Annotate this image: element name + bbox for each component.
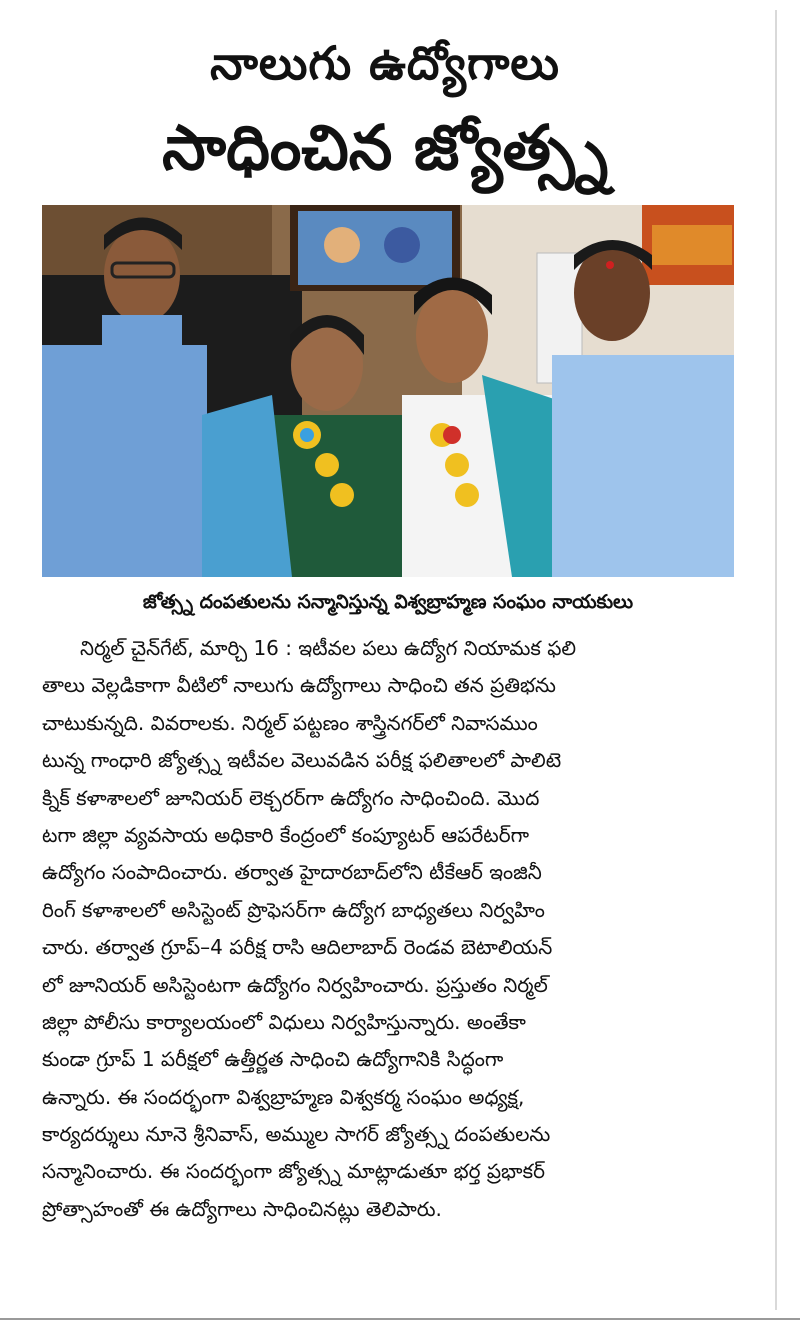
article-line: కుండా గ్రూప్ 1 పరీక్షలో ఉత్తీర్ణత సాధించి ఉద్యోగానికి సిద్ధంగా bbox=[42, 1047, 504, 1072]
column-divider bbox=[775, 10, 777, 1310]
article-line: ప్రోత్సాహంతో ఈ ఉద్యోగాలు సాధించినట్లు తెలిపారు. bbox=[42, 1196, 442, 1221]
article-body bbox=[42, 630, 734, 1228]
article-line: సన్మానించారు. ఈ సందర్భంగా జ్యోత్స్న మాట్లాడుతూ భర్త ప్రభాకర్ bbox=[42, 1159, 545, 1184]
bottom-divider bbox=[0, 1318, 800, 1320]
article-line: చారు. తర్వాత గ్రూప్–4 పరీక్ష రాసి ఆదిలాబాద్ రెండవ బెటాలియన్ bbox=[42, 935, 553, 960]
article-line: కార్యదర్శులు నూనె శ్రీనివాస్, అమ్ముల సాగర్ జ్యోత్స్న దంపతులను bbox=[42, 1122, 551, 1147]
news-photo bbox=[42, 205, 734, 577]
article-line: రింగ్ కళాశాలలో అసిస్టెంట్ ప్రొఫెసర్‌గా ఉద్యోగ బాధ్యతలు నిర్వహిం bbox=[42, 897, 545, 922]
article-line: క్నిక్ కళాశాలలో జూనియర్ లెక్చరర్‌గా ఉద్యోగం సాధించింది. మొద bbox=[42, 785, 540, 810]
article-line: లో జూనియర్ అసిస్టెంటగా ఉద్యోగం నిర్వహించారు. ప్రస్తుతం నిర్మల్ bbox=[42, 972, 548, 997]
group-photo-icon bbox=[42, 205, 734, 577]
headline-line-2: సాధించిన జ్యోత్స్న bbox=[162, 111, 608, 184]
headline-line-1: నాలుగు ఉద్యోగాలు bbox=[210, 36, 560, 90]
article-line: టగా జిల్లా వ్యవసాయ అధికారి కేంద్రంలో కంప్యూటర్ ఆపరేటర్‌గా bbox=[42, 822, 530, 847]
article-line: టున్న గాంధారి జ్యోత్స్న ఇటీవల వెలువడిన పరీక్ష ఫలితాలలో పాలిటె bbox=[42, 748, 562, 773]
article-line: నిర్మల్ చైన్‌గేట్, మార్చి 16 : ఇటీవల పలు ఉద్యోగ నియామక ఫలి bbox=[80, 636, 577, 660]
photo-caption: జోత్స్న దంపతులను సన్మానిస్తున్న విశ్వబ్రాహ్మణ సంఘం నాయకులు bbox=[142, 591, 634, 613]
article-line: జిల్లా పోలీసు కార్యాలయంలో విధులు నిర్వహిస్తున్నారు. అంతేకా bbox=[42, 1009, 526, 1034]
article-line: ఉన్నారు. ఈ సందర్భంగా విశ్వబ్రాహ్మణ విశ్వకర్మ సంఘం అధ్యక్ష, bbox=[42, 1084, 525, 1109]
article-line: తాలు వెల్లడికాగా వీటిలో నాలుగు ఉద్యోగాలు సాధించి తన ప్రతిభను bbox=[42, 673, 556, 698]
article-line: ఉద్యోగం సంపాదించారు. తర్వాత హైదారబాద్‌లోని టీకేఆర్ ఇంజినీ bbox=[42, 860, 542, 885]
article-line: చాటుకున్నది. వివరాలకు. నిర్మల్ పట్టణం శాస్త్రినగర్‌లో నివాసముం bbox=[42, 710, 538, 735]
